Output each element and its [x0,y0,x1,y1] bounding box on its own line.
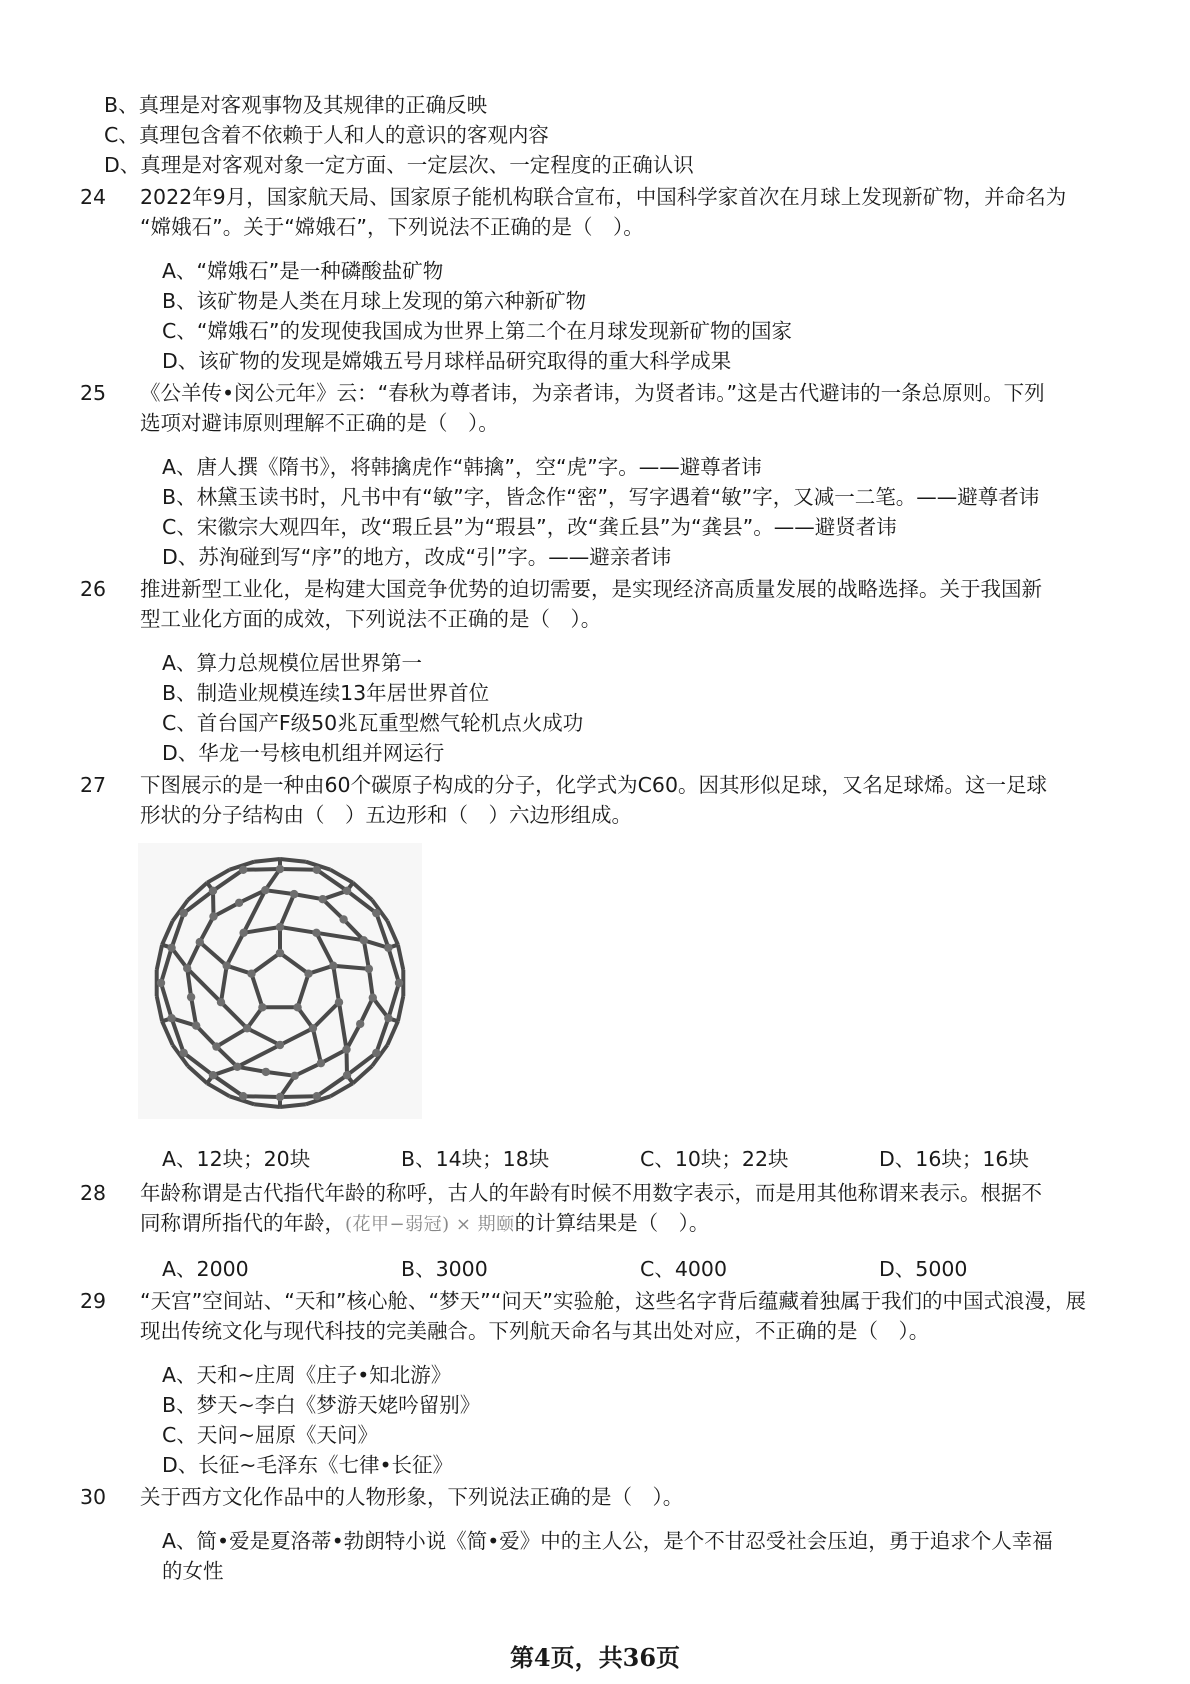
option-b: B、制造业规模连续13年居世界首位 [162,681,490,705]
question-text-suffix: 的计算结果是（ ）。 [514,1211,710,1235]
carbon-atom [157,979,165,987]
question-number: 25 [80,381,107,405]
bond-line [280,859,306,862]
carbon-atom [276,865,284,873]
question-text: 现出传统文化与现代科技的完美融合。下列航天命名与其出处对应，不正确的是（ ）。 [140,1319,930,1343]
c60-fullerene-figure [138,843,422,1119]
carbon-atom [384,944,392,952]
carbon-atom [243,1024,251,1032]
carbon-atom [167,944,175,952]
carbon-atom [309,1024,317,1032]
bond-line [243,869,280,870]
question-text: 型工业化方面的成效，下列说法不正确的是（ ）。 [140,607,602,631]
carbon-atom [212,1042,220,1050]
carbon-atom [372,1049,380,1057]
carbon-atom [209,912,217,920]
carbon-atom [217,998,225,1006]
question-text: 选项对避讳原则理解不正确的是（ ）。 [140,411,499,435]
bond-line [280,1104,306,1107]
carbon-atom [223,962,231,970]
carbon-atom [360,936,368,944]
carbon-atom [313,866,321,874]
bond-line [254,859,280,862]
question-text: 形状的分子结构由（ ）五边形和（ ）六边形组成。 [140,803,632,827]
prev-option-b: B、真理是对客观事物及其规律的正确反映 [104,93,488,117]
question-number: 24 [80,185,107,209]
option-b: B、梦天~李白《梦游天姥吟留别》 [162,1393,481,1417]
carbon-atom [239,866,247,874]
carbon-atom [312,929,320,937]
question-text: 年龄称谓是古代指代年龄的称呼，古人的年龄有时候不用数字表示，而是用其他称谓来表示。根据不 [140,1181,1042,1205]
age-formula: (花甲−弱冠) × 期颐 [345,1214,515,1235]
question-text: 关于西方文化作品中的人物形象，下列说法正确的是（ ）。 [140,1485,684,1509]
question-text: 2022年9月，国家航天局、国家原子能机构联合宣布，中国科学家首次在月球上发现新矿物，并命名为 [140,185,1067,209]
carbon-atom [247,970,255,978]
carbon-atom [261,886,269,894]
carbon-atom [313,1092,321,1100]
carbon-atom [304,970,312,978]
option-d: D、长征~毛泽东《七律•长征》 [162,1453,454,1477]
option-d: D、苏洵碰到写“序”的地方，改成“引”字。——避亲者讳 [162,545,672,569]
question-text: 推进新型工业化，是构建大国竞争优势的迫切需要，是实现经济高质量发展的战略选择。关于我国新 [140,577,1042,601]
carbon-atom [293,1003,301,1011]
option-d: D、华龙一号核电机组并网运行 [162,741,445,765]
option-a: A、简•爱是夏洛蒂•勃朗特小说《简•爱》中的主人公，是个不甘忍受社会压迫，勇于追求个人幸福 [162,1529,1053,1553]
carbon-atom [365,965,373,973]
carbon-atom [372,909,380,917]
option-c: C、“嫦娥石”的发现使我国成为世界上第二个在月球发现新矿物的国家 [162,319,793,343]
bond-line [280,869,317,870]
carbon-atom [319,895,327,903]
carbon-atom [335,998,343,1006]
carbon-atom [384,1014,392,1022]
option-b: B、林黛玉读书时，凡书中有“敏”字，皆念作“密”，写字遇着“敏”字，又减一二笔。——避尊者讳 [162,485,1040,509]
carbon-atom [395,979,403,987]
option-d: D、16块；16块 [879,1147,1029,1171]
carbon-atom [183,964,191,972]
question-text: “天宫”空间站、“天和”核心舱、“梦天”“问天”实验舱，这些名字背后蕴藏着独属于我们的中国式浪漫，展 [140,1289,1086,1313]
prev-option-d: D、真理是对客观对象一定方面、一定层次、一定程度的正确认识 [104,153,694,177]
carbon-atom [343,1071,351,1079]
carbon-atom [180,909,188,917]
option-c: C、首台国产F级50兆瓦重型燃气轮机点火成功 [162,711,584,735]
bond-line [243,1096,280,1097]
carbon-atom [239,1092,247,1100]
question-number: 26 [80,577,107,601]
carbon-atom [192,1022,200,1030]
carbon-atom [317,1059,325,1067]
carbon-atom [339,915,347,923]
option-a: A、2000 [162,1257,249,1281]
carbon-atom [233,1063,241,1071]
option-c: C、4000 [640,1257,727,1281]
carbon-atom [291,1072,299,1080]
option-a: A、天和~庄周《庄子•知北游》 [162,1363,452,1387]
carbon-atom [239,929,247,937]
question-text: 下图展示的是一种由60个碳原子构成的分子，化学式为C60。因其形似足球，又名足球烯。这一足球 [140,773,1047,797]
option-a: A、算力总规模位居世界第一 [162,651,423,675]
carbon-atom [209,1071,217,1079]
question-number: 28 [80,1181,107,1205]
carbon-atom [276,923,284,931]
option-c: C、宋徽宗大观四年，改“瑕丘县”为“瑕县”，改“龚丘县”为“龚县”。——避贤者讳 [162,515,897,539]
option-d: D、该矿物的发现是嫦娥五号月球样品研究取得的重大科学成果 [162,349,732,373]
option-a-continued: 的女性 [162,1559,224,1583]
carbon-atom [290,890,298,898]
carbon-atom [276,1041,284,1049]
question-text: 《公羊传•闵公元年》云：“春秋为尊者讳，为亲者讳，为贤者讳。”这是古代避讳的一条总原则。下列 [140,381,1045,405]
carbon-atom [342,1045,350,1053]
option-b: B、3000 [401,1257,488,1281]
carbon-atom [343,887,351,895]
carbon-atom [262,1068,270,1076]
option-c: C、天问~屈原《天问》 [162,1423,378,1447]
carbon-atom [329,962,337,970]
option-b: B、14块；18块 [401,1147,550,1171]
carbon-atom [369,994,377,1002]
carbon-atom [276,949,284,957]
question-number: 27 [80,773,107,797]
carbon-atom [235,899,243,907]
carbon-atom [187,993,195,1001]
carbon-atom [209,887,217,895]
question-text-prefix: 同称谓所指代的年龄， [140,1211,345,1235]
carbon-atom [196,938,204,946]
option-a: A、12块；20块 [162,1147,311,1171]
carbon-atom [167,1014,175,1022]
option-a: A、“嫦娥石”是一种磷酸盐矿物 [162,259,444,283]
option-a: A、唐人撰《隋书》，将韩擒虎作“韩擒”，空“虎”字。——避尊者讳 [162,455,762,479]
question-number: 29 [80,1289,107,1313]
question-text: “嫦娥石”。关于“嫦娥石”，下列说法不正确的是（ ）。 [140,215,644,239]
carbon-atom [258,1003,266,1011]
question-text [140,1210,709,1238]
option-d: D、5000 [879,1257,968,1281]
question-number: 30 [80,1485,107,1509]
carbon-atom [180,1049,188,1057]
page-footer: 第4页，共36页 [509,1643,681,1672]
bond-line [280,1096,317,1097]
carbon-atom [276,1093,284,1101]
option-b: B、该矿物是人类在月球上发现的第六种新矿物 [162,289,587,313]
carbon-atom [356,1020,364,1028]
option-c: C、10块；22块 [640,1147,789,1171]
prev-option-c: C、真理包含着不依赖于人和人的意识的客观内容 [104,123,549,147]
bond-line [254,1104,280,1107]
